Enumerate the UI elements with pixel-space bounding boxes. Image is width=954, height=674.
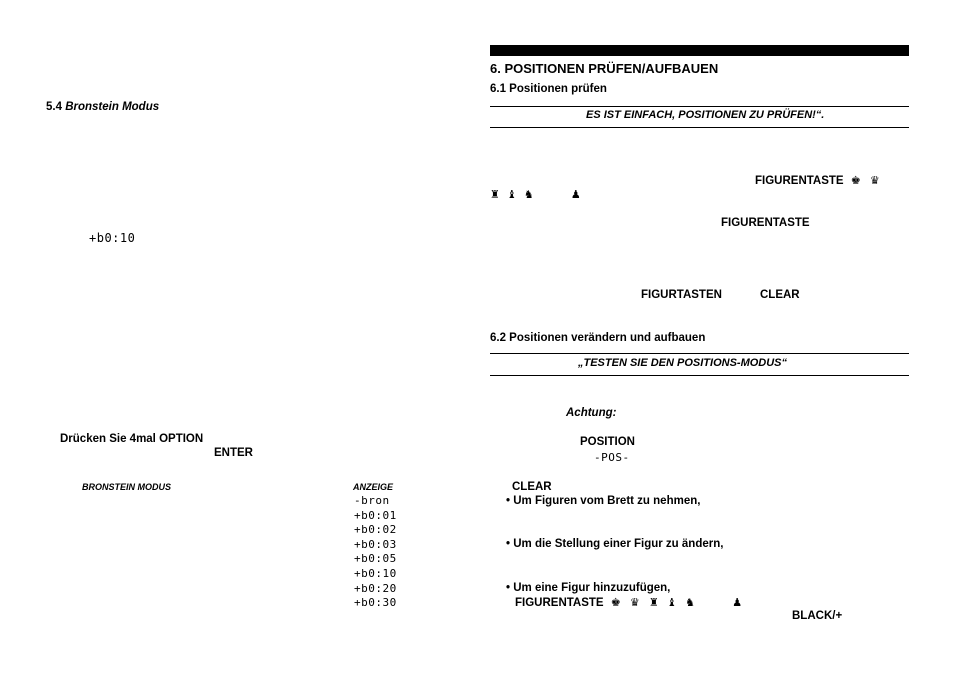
clear-label: CLEAR <box>760 289 800 301</box>
black-plus-key-label: BLACK/+ <box>792 610 843 622</box>
bishop-icon: ♝ <box>506 188 517 201</box>
queen-icon: ♛ <box>869 174 880 187</box>
chapter-bar <box>490 45 909 56</box>
display-value: +b0:02 <box>354 523 397 537</box>
knight-icon: ♞ <box>523 188 534 201</box>
figurtasten-label: FIGURTASTEN <box>641 289 722 301</box>
instruction-line-1: Drücken Sie 4mal OPTION <box>60 433 204 445</box>
pawn-icon: ♟ <box>570 188 581 201</box>
position-lcd: -POS- <box>594 451 630 464</box>
divider <box>490 353 909 354</box>
bullet-move-piece: • Um die Stellung einer Figur zu ändern, <box>506 538 724 550</box>
section-heading-5-4 <box>46 101 159 113</box>
banner-6-2: „TESTEN SIE DEN POSITIONS-MODUS“ <box>578 357 788 369</box>
display-value: +b0:01 <box>354 508 397 522</box>
figurentaste-label: FIGURENTASTE <box>755 175 844 187</box>
rook-icon: ♜ <box>648 596 659 609</box>
achtung-label: Achtung: <box>566 407 617 419</box>
figurentaste-line <box>755 174 880 187</box>
section-title-6-2: 6.2 Positionen verändern und aufbauen <box>490 332 706 344</box>
table-header-display: ANZEIGE <box>353 482 394 492</box>
section-title-6-1: 6.1 Positionen prüfen <box>490 83 607 95</box>
table-header-mode: BRONSTEIN MODUS <box>82 482 172 492</box>
section-title: Bronstein Modus <box>65 101 160 113</box>
position-key-label: POSITION <box>580 436 635 448</box>
divider <box>490 106 909 107</box>
bishop-icon: ♝ <box>667 596 677 609</box>
banner-6-1: ES IST EINFACH, POSITIONEN ZU PRÜFEN!“. <box>586 109 825 121</box>
figurentaste-label: FIGURENTASTE <box>515 597 604 609</box>
knight-icon: ♞ <box>685 596 695 609</box>
rook-icon: ♜ <box>490 188 500 201</box>
figurentaste-label: FIGURENTASTE <box>721 217 810 229</box>
bullet-remove-pieces: • Um Figuren vom Brett zu nehmen, <box>506 495 701 507</box>
section-number: 5.4 <box>46 101 62 113</box>
display-value: -bron <box>354 494 390 507</box>
display-value: +b0:05 <box>354 552 397 566</box>
lcd-example: +b0:10 <box>89 231 136 245</box>
instruction-line-2: ENTER <box>214 447 253 459</box>
display-value: +b0:10 <box>354 566 397 580</box>
pawn-icon: ♟ <box>732 596 743 609</box>
display-value: +b0:03 <box>354 537 397 551</box>
bullet-add-piece: • Um eine Figur hinzuzufügen, <box>506 582 671 594</box>
display-list <box>354 494 397 611</box>
divider <box>490 127 909 128</box>
display-value: +b0:30 <box>354 596 397 610</box>
display-value: +b0:20 <box>354 581 397 595</box>
chapter-title: 6. POSITIONEN PRÜFEN/AUFBAUEN <box>490 61 719 76</box>
figurentaste-pieces-line <box>515 596 742 609</box>
divider <box>490 375 909 376</box>
king-icon: ♚ <box>850 174 861 187</box>
queen-icon: ♛ <box>629 596 640 609</box>
king-icon: ♚ <box>610 596 621 609</box>
piece-icons-row <box>490 188 581 201</box>
clear-label: CLEAR <box>512 481 552 493</box>
